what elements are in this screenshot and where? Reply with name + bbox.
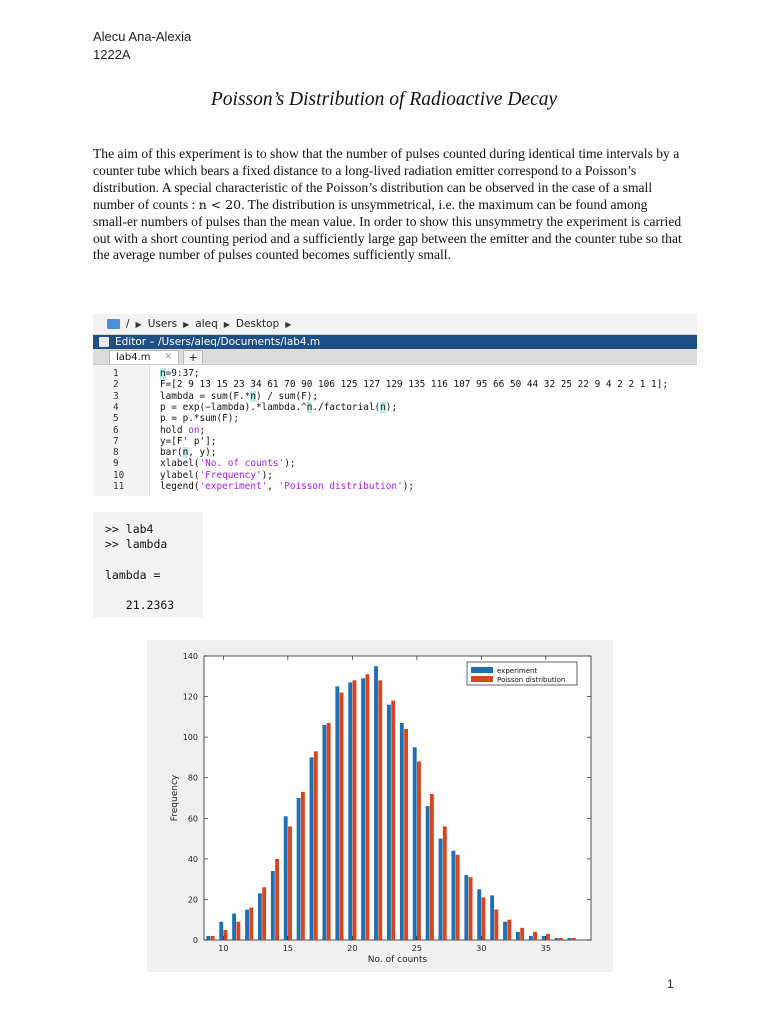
chevron-right-icon: ▶ xyxy=(183,319,190,329)
author-block xyxy=(93,28,191,64)
tab-label: lab4.m xyxy=(116,352,151,363)
line-number: 9 xyxy=(113,458,119,470)
bar-experiment xyxy=(335,686,339,940)
console-line: lambda = xyxy=(105,568,161,582)
bar-experiment xyxy=(348,682,352,940)
bar-experiment xyxy=(361,678,365,940)
math-inequality: n < 20 xyxy=(198,196,242,212)
bar-poisson xyxy=(224,930,228,940)
poisson-bar-chart xyxy=(147,640,613,972)
y-tick-label: 120 xyxy=(182,692,198,702)
student-group: 1222A xyxy=(93,47,131,62)
x-tick-label: 25 xyxy=(411,944,422,953)
paragraph-text-1: The aim of this experiment is to show that the number of pulses counted during identical time intervals by a counter tube which bears a fixed distance to a long-lived radiation emitter correspond to a Poisson’s distribution. A special characteristic of the Poisson’s distribution can be observed in the case of a small number of counts : xyxy=(93,146,680,212)
bar-experiment xyxy=(555,938,559,940)
y-tick-label: 20 xyxy=(187,895,198,905)
line-number: 1 xyxy=(113,368,119,379)
bar-poisson xyxy=(340,693,344,940)
legend-swatch-experiment xyxy=(471,667,493,673)
bar-experiment xyxy=(503,922,507,940)
bar-experiment xyxy=(490,895,494,940)
code-text: y=[F' p']; xyxy=(160,435,217,447)
x-tick-label: 35 xyxy=(540,944,551,953)
code-text: xlabel('No. of counts'); xyxy=(160,458,296,470)
bar-poisson xyxy=(378,680,382,940)
bar-experiment xyxy=(516,932,520,940)
console-line: 21.2363 xyxy=(105,598,175,612)
y-tick-label: 140 xyxy=(182,652,198,661)
code-text: bar(n, y); xyxy=(160,447,217,459)
bar-poisson xyxy=(572,938,576,940)
bar-experiment xyxy=(451,851,455,940)
code-text: legend('experiment', 'Poisson distribution'); xyxy=(160,481,415,492)
bar-poisson xyxy=(533,932,537,940)
close-icon: ✕ xyxy=(164,352,173,362)
legend-label-poisson: Poisson distribution xyxy=(497,676,566,684)
chevron-right-icon: ▶ xyxy=(285,319,292,329)
line-number: 6 xyxy=(113,424,119,436)
bar-experiment xyxy=(310,757,314,940)
bar-experiment xyxy=(219,922,223,940)
bar-experiment xyxy=(297,798,301,940)
page-title: Poisson’s Distribution of Radioactive Decay xyxy=(210,89,558,110)
bar-poisson xyxy=(211,936,215,940)
bar-experiment xyxy=(413,747,417,940)
line-number: 5 xyxy=(113,413,119,425)
bar-poisson xyxy=(365,674,369,940)
add-tab-icon: + xyxy=(183,350,203,364)
bar-poisson xyxy=(494,910,498,940)
page-number: 1 xyxy=(667,977,674,991)
bar-poisson xyxy=(288,826,292,940)
line-number: 8 xyxy=(113,447,119,459)
bar-experiment xyxy=(245,910,249,940)
bar-experiment xyxy=(322,725,326,940)
code-text: F=[2 9 13 15 23 34 61 70 90 106 125 127 129 135 116 107 95 66 50 44 32 25 22 9 4 2 2 1 1]; xyxy=(160,379,668,391)
code-text: n=9:37; xyxy=(160,368,200,379)
paragraph-text-2: . The distribution is unsymmetrical, i.e. the maximum can be found among small-er numbers of pulses than the mean value. In order to show this unsymmetry the experiment is carried out with a short counting period and a sufficiently large gap between the emitter and the counter tube so that the average number of pulses counted becomes sufficiently small. xyxy=(93,196,682,263)
matlab-editor-screenshot xyxy=(93,314,697,496)
editor-title: Editor – /Users/aleq/Documents/lab4.m xyxy=(115,336,321,348)
code-area xyxy=(93,364,697,496)
bar-experiment xyxy=(271,871,275,940)
chevron-right-icon: ▶ xyxy=(135,319,142,329)
bar-experiment xyxy=(258,893,262,940)
line-number: 4 xyxy=(113,401,119,413)
bar-poisson xyxy=(327,723,331,940)
bar-poisson xyxy=(520,928,524,940)
bar-experiment xyxy=(426,806,430,940)
bar-experiment xyxy=(542,936,546,940)
bar-poisson xyxy=(236,922,240,940)
editor-icon xyxy=(99,337,109,347)
chevron-right-icon: ▶ xyxy=(223,319,230,329)
bar-poisson xyxy=(482,897,486,940)
path-desktop: Desktop xyxy=(235,318,280,330)
code-text: ylabel('Frequency'); xyxy=(160,469,273,481)
bar-poisson xyxy=(507,920,511,940)
legend-swatch-poisson xyxy=(471,676,493,682)
line-number: 10 xyxy=(113,469,125,481)
console-line: >> lab4 xyxy=(105,522,154,536)
editor-tab-bar xyxy=(93,349,697,364)
code-text: hold on; xyxy=(160,424,206,436)
x-tick-label: 15 xyxy=(282,944,293,953)
folder-icon xyxy=(107,319,120,329)
bar-poisson xyxy=(469,877,473,940)
bar-experiment xyxy=(232,914,236,940)
y-tick-label: 0 xyxy=(192,936,198,945)
x-tick-label: 30 xyxy=(476,944,487,953)
bar-poisson xyxy=(430,794,434,940)
legend-label-experiment: experiment xyxy=(497,667,538,675)
bar-poisson xyxy=(249,908,253,940)
bar-poisson xyxy=(353,680,357,940)
code-text: p = exp(−lambda).*lambda.^n./factorial(n); xyxy=(160,401,398,413)
bar-experiment xyxy=(439,839,443,940)
path-bar xyxy=(93,314,697,335)
bar-experiment xyxy=(206,936,210,940)
editor-title-bar xyxy=(93,335,697,349)
bar-experiment xyxy=(464,875,468,940)
path-users: Users xyxy=(147,318,178,330)
bar-poisson xyxy=(559,938,563,940)
bar-experiment xyxy=(568,938,572,940)
bar-poisson xyxy=(262,887,266,940)
bar-poisson xyxy=(443,826,447,940)
author-name: Alecu Ana-Alexia xyxy=(93,29,192,44)
y-tick-label: 80 xyxy=(187,773,198,783)
bar-poisson xyxy=(404,729,408,940)
y-tick-label: 60 xyxy=(187,814,198,824)
x-tick-label: 10 xyxy=(218,944,229,953)
line-number: 2 xyxy=(113,379,119,391)
plot-area xyxy=(204,656,591,940)
bar-experiment xyxy=(374,666,378,940)
bar-poisson xyxy=(314,751,318,940)
x-tick-label: 20 xyxy=(347,944,358,953)
line-number: 3 xyxy=(113,390,119,402)
y-axis-label: Frequency xyxy=(170,774,180,822)
bar-poisson xyxy=(456,855,460,940)
bar-experiment xyxy=(284,816,288,940)
bar-experiment xyxy=(400,723,404,940)
bar-poisson xyxy=(391,701,395,940)
bar-experiment xyxy=(529,936,533,940)
x-axis-label: No. of counts xyxy=(367,955,428,965)
y-tick-label: 40 xyxy=(187,854,198,864)
bar-poisson xyxy=(417,761,421,940)
bar-poisson xyxy=(301,792,305,940)
command-window-output xyxy=(93,512,203,617)
intro-paragraph xyxy=(93,146,683,264)
tab-lab4 xyxy=(109,350,179,364)
line-number: 11 xyxy=(113,481,125,492)
code-text: p = p.*sum(F); xyxy=(160,413,240,425)
y-tick-label: 100 xyxy=(182,733,198,743)
bar-poisson xyxy=(275,859,279,940)
bar-experiment xyxy=(387,705,391,940)
bar-poisson xyxy=(546,934,550,940)
bar-experiment xyxy=(477,889,481,940)
code-text: lambda = sum(F.*n) / sum(F); xyxy=(160,390,319,402)
chart-svg xyxy=(147,640,613,972)
line-number: 7 xyxy=(113,435,119,447)
console-line: >> lambda xyxy=(105,537,168,551)
path-user: aleq xyxy=(195,318,218,330)
path-root: / xyxy=(126,318,130,330)
